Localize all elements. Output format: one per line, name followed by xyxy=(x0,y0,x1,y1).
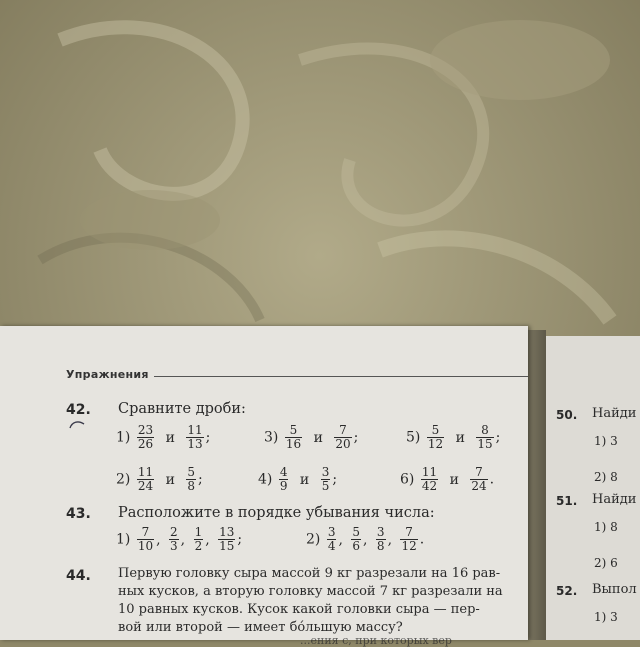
ex42-number: 42. xyxy=(66,402,91,418)
right-item-51-text: Найди xyxy=(592,492,637,507)
fraction: $\frac{3}{5}$ xyxy=(321,465,330,493)
ex44-line-4: вой или второй — имеет бо́льшую массу? xyxy=(118,620,403,635)
fraction: $\frac{13}{15}$ xyxy=(219,525,235,553)
fraction: $\frac{7}{10}$ xyxy=(137,525,154,553)
fraction: $\frac{7}{24}$ xyxy=(471,465,487,493)
fraction: $\frac{5}{16}$ xyxy=(285,423,302,451)
header-rule xyxy=(154,376,528,377)
ex42-item-4: 4) $\frac{4}{9}$ и $\frac{3}{5}$ ; xyxy=(258,465,338,493)
ex42-item-2: 2) $\frac{11}{24}$ и $\frac{5}{8}$ ; xyxy=(116,465,203,493)
ex42-item-3: 3) $\frac{5}{16}$ и $\frac{7}{20}$ ; xyxy=(264,423,359,451)
right-item-50: 50. xyxy=(556,408,578,422)
book-gutter xyxy=(528,330,546,640)
right-item-50-text: Найди xyxy=(592,406,637,421)
fraction: $\frac{3}{8}$ xyxy=(376,525,385,553)
ex43-number: 43. xyxy=(66,506,91,522)
fraction: $\frac{2}{3}$ xyxy=(170,525,178,553)
right-item-51-2: 2) 6 xyxy=(594,556,618,570)
fraction: $\frac{23}{26}$ xyxy=(137,423,154,451)
fraction: $\frac{5}{8}$ xyxy=(187,465,195,493)
ex44-line-2: ных кусков, а вторую головку массой 7 кг разрезали на xyxy=(118,584,503,599)
right-item-52-text: Выпол xyxy=(592,582,637,597)
ex42-title: Сравните дроби: xyxy=(118,401,246,417)
ex43-group-1: 1) $\frac{7}{10}$ , $\frac{2}{3}$ , $\frac{1}{2}$ , $\frac{13}{15}$ ; xyxy=(116,525,243,553)
ex42-item-1: 1) $\frac{23}{26}$ и $\frac{11}{13}$ ; xyxy=(116,423,211,451)
fraction: $\frac{8}{15}$ xyxy=(477,423,493,451)
right-item-50-2: 2) 8 xyxy=(594,470,618,484)
right-item-50-1: 1) 3 xyxy=(594,434,618,448)
fraction: $\frac{4}{9}$ xyxy=(279,465,288,493)
fraction: $\frac{11}{24}$ xyxy=(137,465,154,493)
fraction: $\frac{11}{13}$ xyxy=(187,423,203,451)
ex44-line-1: Первую головку сыра массой 9 кг разрезали на 16 рав- xyxy=(118,566,501,581)
fraction: $\frac{3}{4}$ xyxy=(327,525,336,553)
fraction: $\frac{11}{42}$ xyxy=(421,465,438,493)
right-item-52: 52. xyxy=(556,584,578,598)
right-item-52-1: 1) 3 xyxy=(594,610,618,624)
fraction: $\frac{5}{12}$ xyxy=(427,423,444,451)
right-item-51: 51. xyxy=(556,494,578,508)
ex43-title: Расположите в порядке убывания числа: xyxy=(118,505,435,521)
fraction: $\frac{5}{6}$ xyxy=(352,525,361,553)
ex44-line-3: 10 равных кусков. Кусок какой головки сыра — пер- xyxy=(118,602,480,617)
ex42-item-6: 6) $\frac{11}{42}$ и $\frac{7}{24}$ . xyxy=(400,465,495,493)
pencil-check-mark xyxy=(68,418,88,432)
ex44-line-5: ...ения с, при которых вер xyxy=(300,634,452,647)
ex42-item-5: 5) $\frac{5}{12}$ и $\frac{8}{15}$ ; xyxy=(406,423,501,451)
fraction: $\frac{1}{2}$ xyxy=(194,525,203,553)
ex43-group-2: 2) $\frac{3}{4}$ , $\frac{5}{6}$ , $\frac{3}{8}$ , $\frac{7}{12}$ . xyxy=(306,525,425,553)
section-header: Упражнения xyxy=(66,368,149,381)
fraction: $\frac{7}{12}$ xyxy=(401,525,417,553)
fraction: $\frac{7}{20}$ xyxy=(335,423,351,451)
right-item-51-1: 1) 8 xyxy=(594,520,618,534)
ex44-number: 44. xyxy=(66,568,91,584)
